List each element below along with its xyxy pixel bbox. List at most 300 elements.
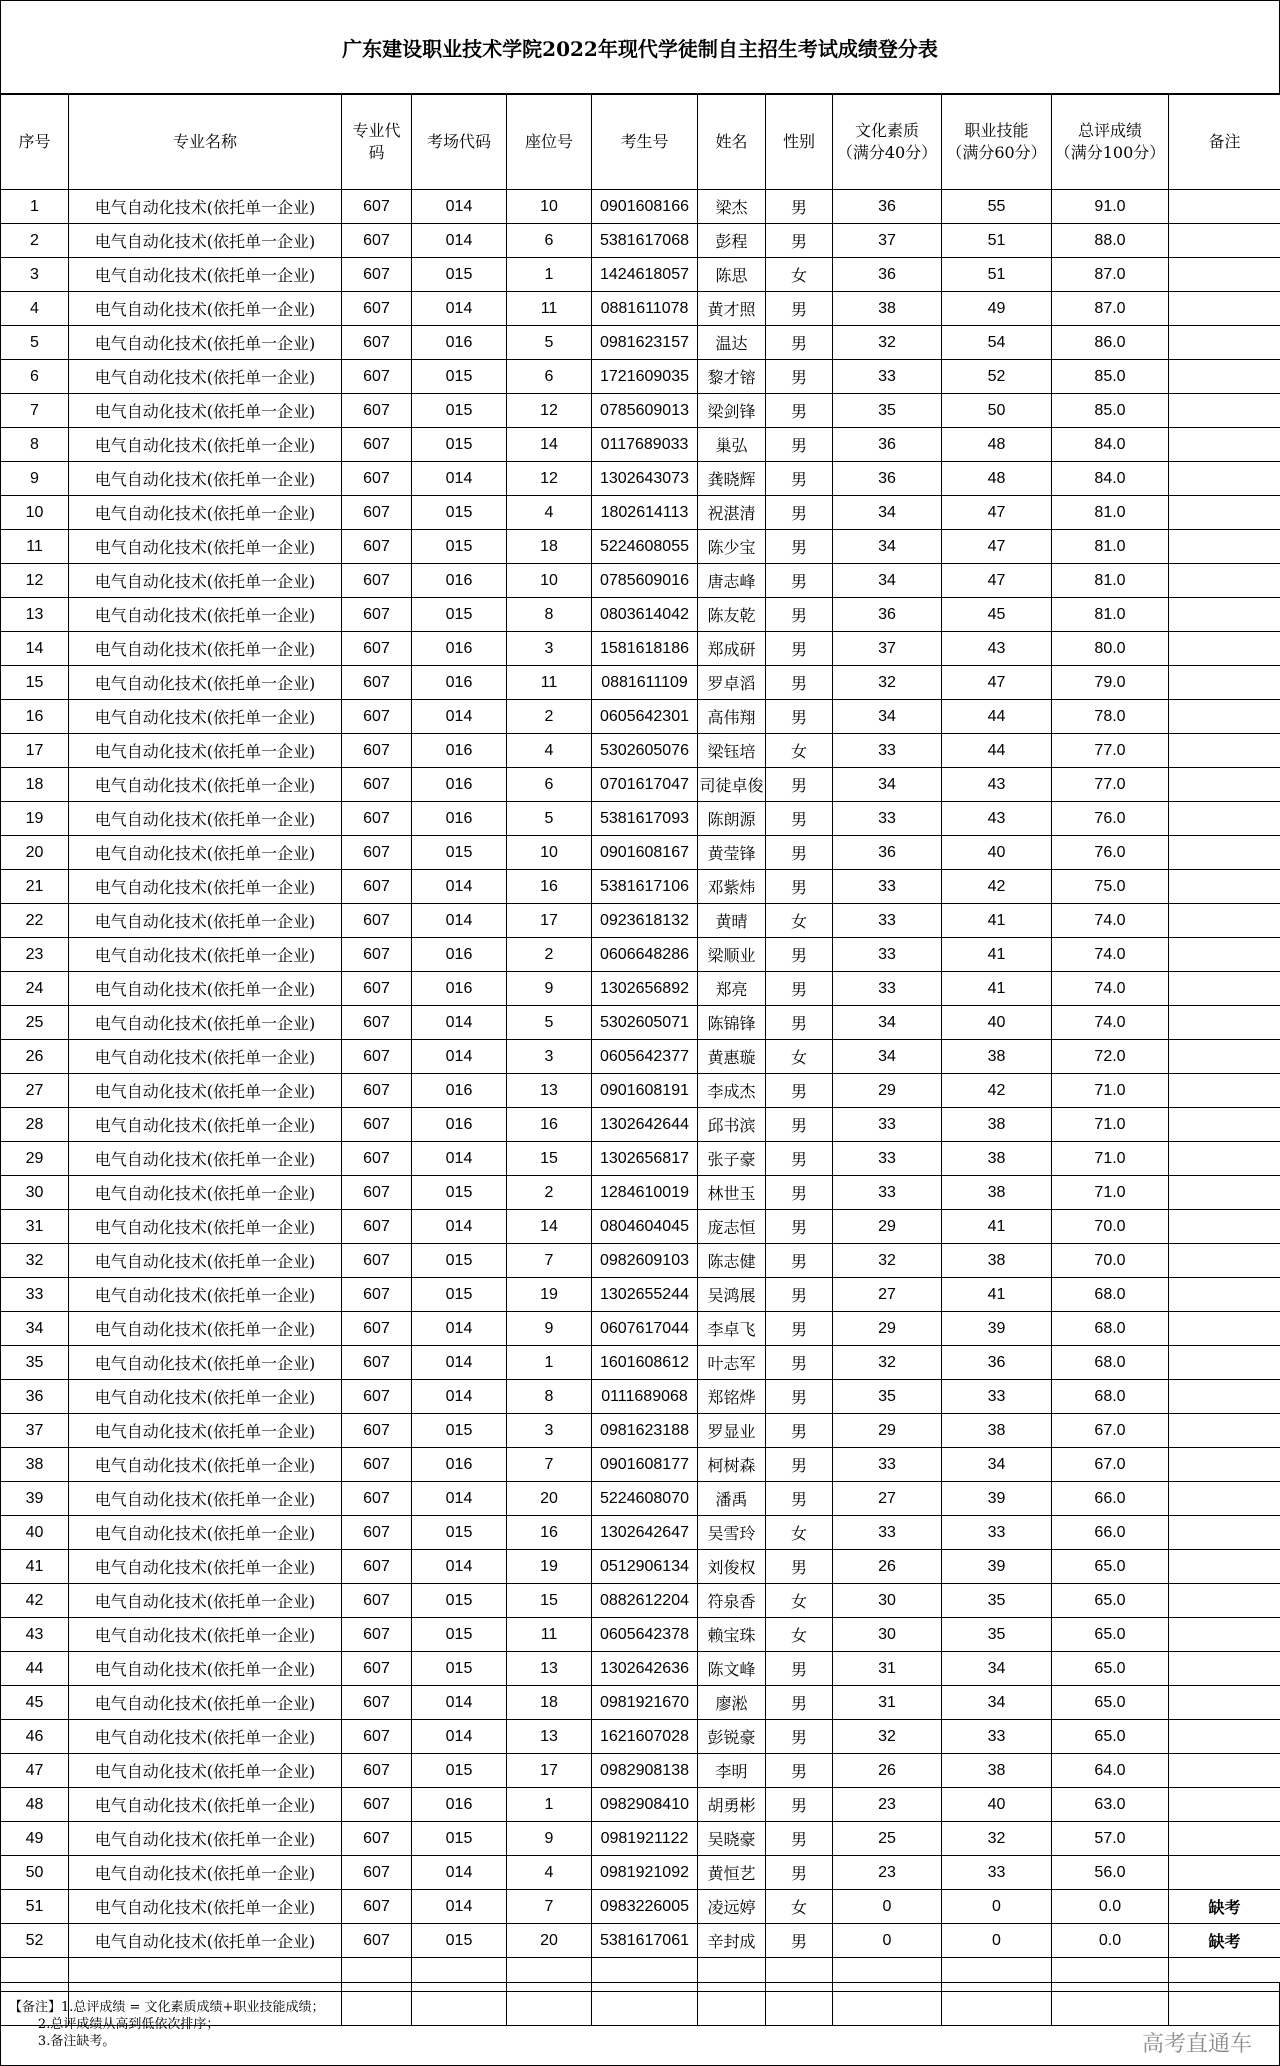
cell-culture: 36 [833, 258, 942, 292]
cell-remark: 缺考 [1169, 1890, 1280, 1924]
cell-skill: 45 [942, 598, 1052, 632]
cell-exam-no: 5302605076 [592, 734, 698, 768]
cell-room-code: 015 [412, 1176, 507, 1210]
cell-remark [1169, 1856, 1280, 1890]
cell-seq: 19 [1, 802, 69, 836]
cell-gender: 女 [766, 1040, 833, 1074]
cell-skill: 34 [942, 1686, 1052, 1720]
cell-total: 64.0 [1052, 1754, 1169, 1788]
cell-seat: 17 [507, 904, 592, 938]
cell-gender: 男 [766, 700, 833, 734]
cell-remark [1169, 836, 1280, 870]
cell-total: 71.0 [1052, 1074, 1169, 1108]
cell-total: 68.0 [1052, 1380, 1169, 1414]
cell-total: 75.0 [1052, 870, 1169, 904]
cell-name: 梁钰培 [698, 734, 766, 768]
cell-skill: 48 [942, 462, 1052, 496]
cell-seat: 18 [507, 1686, 592, 1720]
cell-name: 黄晴 [698, 904, 766, 938]
cell-gender: 男 [766, 1142, 833, 1176]
cell-room-code: 015 [412, 1414, 507, 1448]
cell-major: 电气自动化技术(依托单一企业) [69, 1686, 342, 1720]
cell-total: 67.0 [1052, 1448, 1169, 1482]
cell-name: 邓紫炜 [698, 870, 766, 904]
table-row [1, 938, 1280, 972]
cell-major: 电气自动化技术(依托单一企业) [69, 496, 342, 530]
cell-major: 电气自动化技术(依托单一企业) [69, 1142, 342, 1176]
cell-skill: 41 [942, 1278, 1052, 1312]
cell-gender: 男 [766, 428, 833, 462]
cell-major: 电气自动化技术(依托单一企业) [69, 564, 342, 598]
table-row [1, 1482, 1280, 1516]
cell-total: 71.0 [1052, 1142, 1169, 1176]
cell-remark [1169, 1380, 1280, 1414]
cell-gender: 男 [766, 1244, 833, 1278]
table-row [1, 1278, 1280, 1312]
cell-gender: 男 [766, 1448, 833, 1482]
cell-culture: 31 [833, 1686, 942, 1720]
cell-remark [1169, 802, 1280, 836]
cell-name: 彭程 [698, 224, 766, 258]
header-major-code [342, 94, 412, 190]
cell-seq: 50 [1, 1856, 69, 1890]
cell-name: 陈友乾 [698, 598, 766, 632]
cell-culture: 30 [833, 1618, 942, 1652]
cell-room-code: 015 [412, 1652, 507, 1686]
cell-major: 电气自动化技术(依托单一企业) [69, 428, 342, 462]
cell-remark [1169, 190, 1280, 224]
cell-seq: 39 [1, 1482, 69, 1516]
cell-major-code: 607 [342, 1108, 412, 1142]
cell-major: 电气自动化技术(依托单一企业) [69, 1414, 342, 1448]
cell-room-code: 016 [412, 938, 507, 972]
cell-major-code: 607 [342, 1074, 412, 1108]
cell-major: 电气自动化技术(依托单一企业) [69, 292, 342, 326]
table-row [1, 394, 1280, 428]
cell-remark [1169, 1006, 1280, 1040]
cell-exam-no: 0881611078 [592, 292, 698, 326]
cell-seq: 49 [1, 1822, 69, 1856]
cell-remark [1169, 360, 1280, 394]
cell-total: 65.0 [1052, 1584, 1169, 1618]
cell-culture: 38 [833, 292, 942, 326]
cell-name: 罗显业 [698, 1414, 766, 1448]
cell-major-code: 607 [342, 904, 412, 938]
header-total-line1: 总评成绩 [1077, 120, 1142, 140]
cell-major-code: 607 [342, 1482, 412, 1516]
cell-remark [1169, 700, 1280, 734]
table-row [1, 1380, 1280, 1414]
cell-skill: 42 [942, 1074, 1052, 1108]
cell-major-code: 607 [342, 428, 412, 462]
cell-remark [1169, 496, 1280, 530]
cell-name: 庞志恒 [698, 1210, 766, 1244]
cell-seq: 29 [1, 1142, 69, 1176]
cell-exam-no: 5224608055 [592, 530, 698, 564]
cell-skill: 35 [942, 1618, 1052, 1652]
cell-skill: 38 [942, 1414, 1052, 1448]
cell-seat: 1 [507, 1788, 592, 1822]
cell-major: 电气自动化技术(依托单一企业) [69, 1924, 342, 1958]
cell-gender: 男 [766, 394, 833, 428]
cell-remark [1169, 598, 1280, 632]
cell-room-code: 016 [412, 972, 507, 1006]
cell-seat: 16 [507, 1516, 592, 1550]
cell-skill: 0 [942, 1924, 1052, 1958]
cell-name: 司徒卓俊 [698, 768, 766, 802]
cell-total: 84.0 [1052, 428, 1169, 462]
table-row [1, 1244, 1280, 1278]
cell-room-code: 014 [412, 904, 507, 938]
cell-remark [1169, 1108, 1280, 1142]
cell-gender: 男 [766, 666, 833, 700]
cell-remark [1169, 292, 1280, 326]
cell-seat: 3 [507, 1414, 592, 1448]
cell-major: 电气自动化技术(依托单一企业) [69, 836, 342, 870]
note-line-2: 2.总评成绩从高到低依次排序； [9, 2017, 220, 2032]
cell-exam-no: 1302656892 [592, 972, 698, 1006]
cell-skill: 39 [942, 1550, 1052, 1584]
cell-major: 电气自动化技术(依托单一企业) [69, 1754, 342, 1788]
table-row [1, 1754, 1280, 1788]
cell-major: 电气自动化技术(依托单一企业) [69, 360, 342, 394]
table-row [1, 666, 1280, 700]
cell-culture: 33 [833, 904, 942, 938]
cell-name: 张子豪 [698, 1142, 766, 1176]
cell-name: 郑成研 [698, 632, 766, 666]
cell-room-code: 014 [412, 870, 507, 904]
cell-major: 电气自动化技术(依托单一企业) [69, 190, 342, 224]
cell-room-code: 015 [412, 836, 507, 870]
cell-exam-no: 0982908410 [592, 1788, 698, 1822]
cell-total: 85.0 [1052, 360, 1169, 394]
cell-gender: 男 [766, 1312, 833, 1346]
cell-seq: 47 [1, 1754, 69, 1788]
table-row [1, 1720, 1280, 1754]
cell-seq: 52 [1, 1924, 69, 1958]
cell-total: 79.0 [1052, 666, 1169, 700]
cell-major: 电气自动化技术(依托单一企业) [69, 1006, 342, 1040]
cell-remark [1169, 1618, 1280, 1652]
table-row [1, 870, 1280, 904]
cell-name: 巢弘 [698, 428, 766, 462]
cell-major: 电气自动化技术(依托单一企业) [69, 1516, 342, 1550]
cell-culture: 34 [833, 700, 942, 734]
cell-name: 胡勇彬 [698, 1788, 766, 1822]
cell-skill: 43 [942, 768, 1052, 802]
cell-gender: 男 [766, 326, 833, 360]
table-row [1, 1618, 1280, 1652]
cell-seat: 2 [507, 938, 592, 972]
table-row [1, 1856, 1280, 1890]
cell-seq: 45 [1, 1686, 69, 1720]
cell-seat: 19 [507, 1550, 592, 1584]
cell-seat: 13 [507, 1652, 592, 1686]
cell-exam-no: 1302656817 [592, 1142, 698, 1176]
cell-culture: 33 [833, 360, 942, 394]
cell-seat: 18 [507, 530, 592, 564]
cell-seq: 23 [1, 938, 69, 972]
cell-major: 电气自动化技术(依托单一企业) [69, 802, 342, 836]
cell-seq: 31 [1, 1210, 69, 1244]
header-major-code-line2: 码 [368, 142, 385, 162]
cell-major-code: 607 [342, 666, 412, 700]
table-row [1, 530, 1280, 564]
cell-gender: 男 [766, 1380, 833, 1414]
cell-exam-no: 0803614042 [592, 598, 698, 632]
cell-seq: 6 [1, 360, 69, 394]
cell-name: 黄才照 [698, 292, 766, 326]
cell-major: 电气自动化技术(依托单一企业) [69, 224, 342, 258]
cell-culture: 32 [833, 326, 942, 360]
cell-total: 74.0 [1052, 972, 1169, 1006]
cell-exam-no: 0901608166 [592, 190, 698, 224]
header-seat: 座位号 [507, 94, 592, 190]
cell-name: 黄恒艺 [698, 1856, 766, 1890]
cell-exam-no: 1302655244 [592, 1278, 698, 1312]
cell-name: 祝湛清 [698, 496, 766, 530]
cell-remark [1169, 1176, 1280, 1210]
cell-room-code: 016 [412, 1108, 507, 1142]
cell-exam-no: 0901608191 [592, 1074, 698, 1108]
cell-seat: 14 [507, 1210, 592, 1244]
cell-exam-no: 0981623157 [592, 326, 698, 360]
cell-room-code: 015 [412, 598, 507, 632]
header-room-code: 考场代码 [412, 94, 507, 190]
cell-total: 0.0 [1052, 1924, 1169, 1958]
cell-total: 70.0 [1052, 1244, 1169, 1278]
cell-total: 88.0 [1052, 224, 1169, 258]
cell-name: 罗卓滔 [698, 666, 766, 700]
cell-name: 辛封成 [698, 1924, 766, 1958]
cell-major: 电气自动化技术(依托单一企业) [69, 462, 342, 496]
cell-skill: 38 [942, 1040, 1052, 1074]
cell-major-code: 607 [342, 258, 412, 292]
cell-exam-no: 0606648286 [592, 938, 698, 972]
cell-seq: 12 [1, 564, 69, 598]
cell-name: 陈锦锋 [698, 1006, 766, 1040]
cell-room-code: 015 [412, 258, 507, 292]
table-row [1, 1788, 1280, 1822]
cell-culture: 36 [833, 598, 942, 632]
table-row [1, 1312, 1280, 1346]
cell-seq: 20 [1, 836, 69, 870]
cell-exam-no: 1621607028 [592, 1720, 698, 1754]
table-row [1, 1040, 1280, 1074]
cell-room-code: 014 [412, 1686, 507, 1720]
cell-skill: 38 [942, 1244, 1052, 1278]
cell-name: 陈少宝 [698, 530, 766, 564]
cell-major: 电气自动化技术(依托单一企业) [69, 1890, 342, 1924]
cell-room-code: 014 [412, 1380, 507, 1414]
cell-exam-no: 1581618186 [592, 632, 698, 666]
cell-total: 65.0 [1052, 1550, 1169, 1584]
cell-gender: 男 [766, 972, 833, 1006]
cell-total: 74.0 [1052, 938, 1169, 972]
cell-culture: 29 [833, 1414, 942, 1448]
cell-remark [1169, 734, 1280, 768]
cell-total: 63.0 [1052, 1788, 1169, 1822]
table-row [1, 700, 1280, 734]
cell-exam-no: 5302605071 [592, 1006, 698, 1040]
cell-seat: 10 [507, 836, 592, 870]
cell-major-code: 607 [342, 972, 412, 1006]
cell-gender: 男 [766, 1176, 833, 1210]
cell-total: 87.0 [1052, 292, 1169, 326]
cell-exam-no: 1721609035 [592, 360, 698, 394]
cell-major: 电气自动化技术(依托单一企业) [69, 1482, 342, 1516]
cell-skill: 51 [942, 224, 1052, 258]
cell-exam-no: 0605642301 [592, 700, 698, 734]
cell-exam-no: 0111689068 [592, 1380, 698, 1414]
cell-skill: 44 [942, 734, 1052, 768]
cell-skill: 33 [942, 1720, 1052, 1754]
cell-culture: 27 [833, 1482, 942, 1516]
cell-skill: 33 [942, 1856, 1052, 1890]
cell-total: 68.0 [1052, 1278, 1169, 1312]
cell-room-code: 014 [412, 462, 507, 496]
cell-exam-no: 0981623188 [592, 1414, 698, 1448]
cell-exam-no: 0607617044 [592, 1312, 698, 1346]
cell-seq: 25 [1, 1006, 69, 1040]
cell-major-code: 607 [342, 1380, 412, 1414]
cell-remark [1169, 1040, 1280, 1074]
cell-remark [1169, 1414, 1280, 1448]
cell-major: 电气自动化技术(依托单一企业) [69, 904, 342, 938]
cell-room-code: 014 [412, 1006, 507, 1040]
cell-gender: 男 [766, 1686, 833, 1720]
cell-seq: 33 [1, 1278, 69, 1312]
cell-seat: 20 [507, 1482, 592, 1516]
cell-seq: 13 [1, 598, 69, 632]
cell-room-code: 016 [412, 1448, 507, 1482]
cell-major: 电气自动化技术(依托单一企业) [69, 326, 342, 360]
cell-culture: 37 [833, 632, 942, 666]
cell-gender: 男 [766, 1754, 833, 1788]
cell-seq: 16 [1, 700, 69, 734]
cell-total: 91.0 [1052, 190, 1169, 224]
cell-room-code: 016 [412, 1788, 507, 1822]
cell-seq: 36 [1, 1380, 69, 1414]
cell-culture: 31 [833, 1652, 942, 1686]
cell-culture: 32 [833, 1346, 942, 1380]
cell-major: 电气自动化技术(依托单一企业) [69, 1040, 342, 1074]
cell-major-code: 607 [342, 1788, 412, 1822]
cell-major-code: 607 [342, 836, 412, 870]
cell-culture: 33 [833, 1516, 942, 1550]
cell-remark [1169, 1686, 1280, 1720]
cell-remark [1169, 972, 1280, 1006]
table-row [1, 1686, 1280, 1720]
cell-major-code: 607 [342, 1006, 412, 1040]
cell-total: 68.0 [1052, 1312, 1169, 1346]
header-remark: 备注 [1169, 94, 1280, 190]
cell-seat: 7 [507, 1448, 592, 1482]
cell-remark [1169, 428, 1280, 462]
cell-culture: 33 [833, 1108, 942, 1142]
cell-culture: 26 [833, 1754, 942, 1788]
cell-gender: 女 [766, 1890, 833, 1924]
cell-exam-no: 0701617047 [592, 768, 698, 802]
table-row [1, 1346, 1280, 1380]
cell-major-code: 607 [342, 394, 412, 428]
cell-total: 81.0 [1052, 564, 1169, 598]
cell-major-code: 607 [342, 802, 412, 836]
note-line-1: 【备注】1.总评成绩 = 文化素质成绩+职业技能成绩； [9, 2000, 325, 2015]
cell-major-code: 607 [342, 530, 412, 564]
cell-seq: 5 [1, 326, 69, 360]
cell-skill: 55 [942, 190, 1052, 224]
cell-seq: 21 [1, 870, 69, 904]
cell-seat: 3 [507, 1040, 592, 1074]
cell-remark [1169, 530, 1280, 564]
table-row [1, 836, 1280, 870]
cell-skill: 49 [942, 292, 1052, 326]
cell-gender: 男 [766, 632, 833, 666]
cell-seat: 10 [507, 190, 592, 224]
cell-seq: 42 [1, 1584, 69, 1618]
header-skill-line1: 职业技能 [964, 120, 1029, 140]
cell-room-code: 015 [412, 1244, 507, 1278]
cell-major: 电气自动化技术(依托单一企业) [69, 1074, 342, 1108]
cell-remark [1169, 1448, 1280, 1482]
cell-remark [1169, 768, 1280, 802]
cell-skill: 41 [942, 938, 1052, 972]
cell-seat: 11 [507, 666, 592, 700]
cell-seq: 41 [1, 1550, 69, 1584]
cell-total: 66.0 [1052, 1516, 1169, 1550]
cell-name: 陈思 [698, 258, 766, 292]
cell-gender: 男 [766, 1550, 833, 1584]
cell-major-code: 607 [342, 1550, 412, 1584]
cell-culture: 35 [833, 1380, 942, 1414]
cell-name: 吴鸿展 [698, 1278, 766, 1312]
cell-gender: 女 [766, 1516, 833, 1550]
cell-exam-no: 0882612204 [592, 1584, 698, 1618]
cell-exam-no: 5381617068 [592, 224, 698, 258]
cell-remark [1169, 904, 1280, 938]
cell-major: 电气自动化技术(依托单一企业) [69, 1618, 342, 1652]
cell-skill: 41 [942, 972, 1052, 1006]
cell-major-code: 607 [342, 1856, 412, 1890]
cell-room-code: 014 [412, 292, 507, 326]
cell-seat: 13 [507, 1720, 592, 1754]
cell-name: 郑铭烨 [698, 1380, 766, 1414]
cell-major-code: 607 [342, 1346, 412, 1380]
cell-culture: 33 [833, 938, 942, 972]
header-name: 姓名 [698, 94, 766, 190]
cell-major: 电气自动化技术(依托单一企业) [69, 1856, 342, 1890]
cell-remark [1169, 224, 1280, 258]
cell-major-code: 607 [342, 632, 412, 666]
cell-culture: 23 [833, 1788, 942, 1822]
cell-major-code: 607 [342, 1754, 412, 1788]
cell-gender: 男 [766, 1720, 833, 1754]
cell-gender: 男 [766, 190, 833, 224]
cell-seat: 10 [507, 564, 592, 598]
cell-culture: 35 [833, 394, 942, 428]
cell-skill: 48 [942, 428, 1052, 462]
cell-major-code: 607 [342, 1686, 412, 1720]
cell-culture: 36 [833, 190, 942, 224]
cell-exam-no: 1284610019 [592, 1176, 698, 1210]
cell-name: 李明 [698, 1754, 766, 1788]
cell-remark [1169, 1074, 1280, 1108]
cell-gender: 男 [766, 870, 833, 904]
cell-culture: 26 [833, 1550, 942, 1584]
cell-seat: 11 [507, 292, 592, 326]
cell-name: 林世玉 [698, 1176, 766, 1210]
